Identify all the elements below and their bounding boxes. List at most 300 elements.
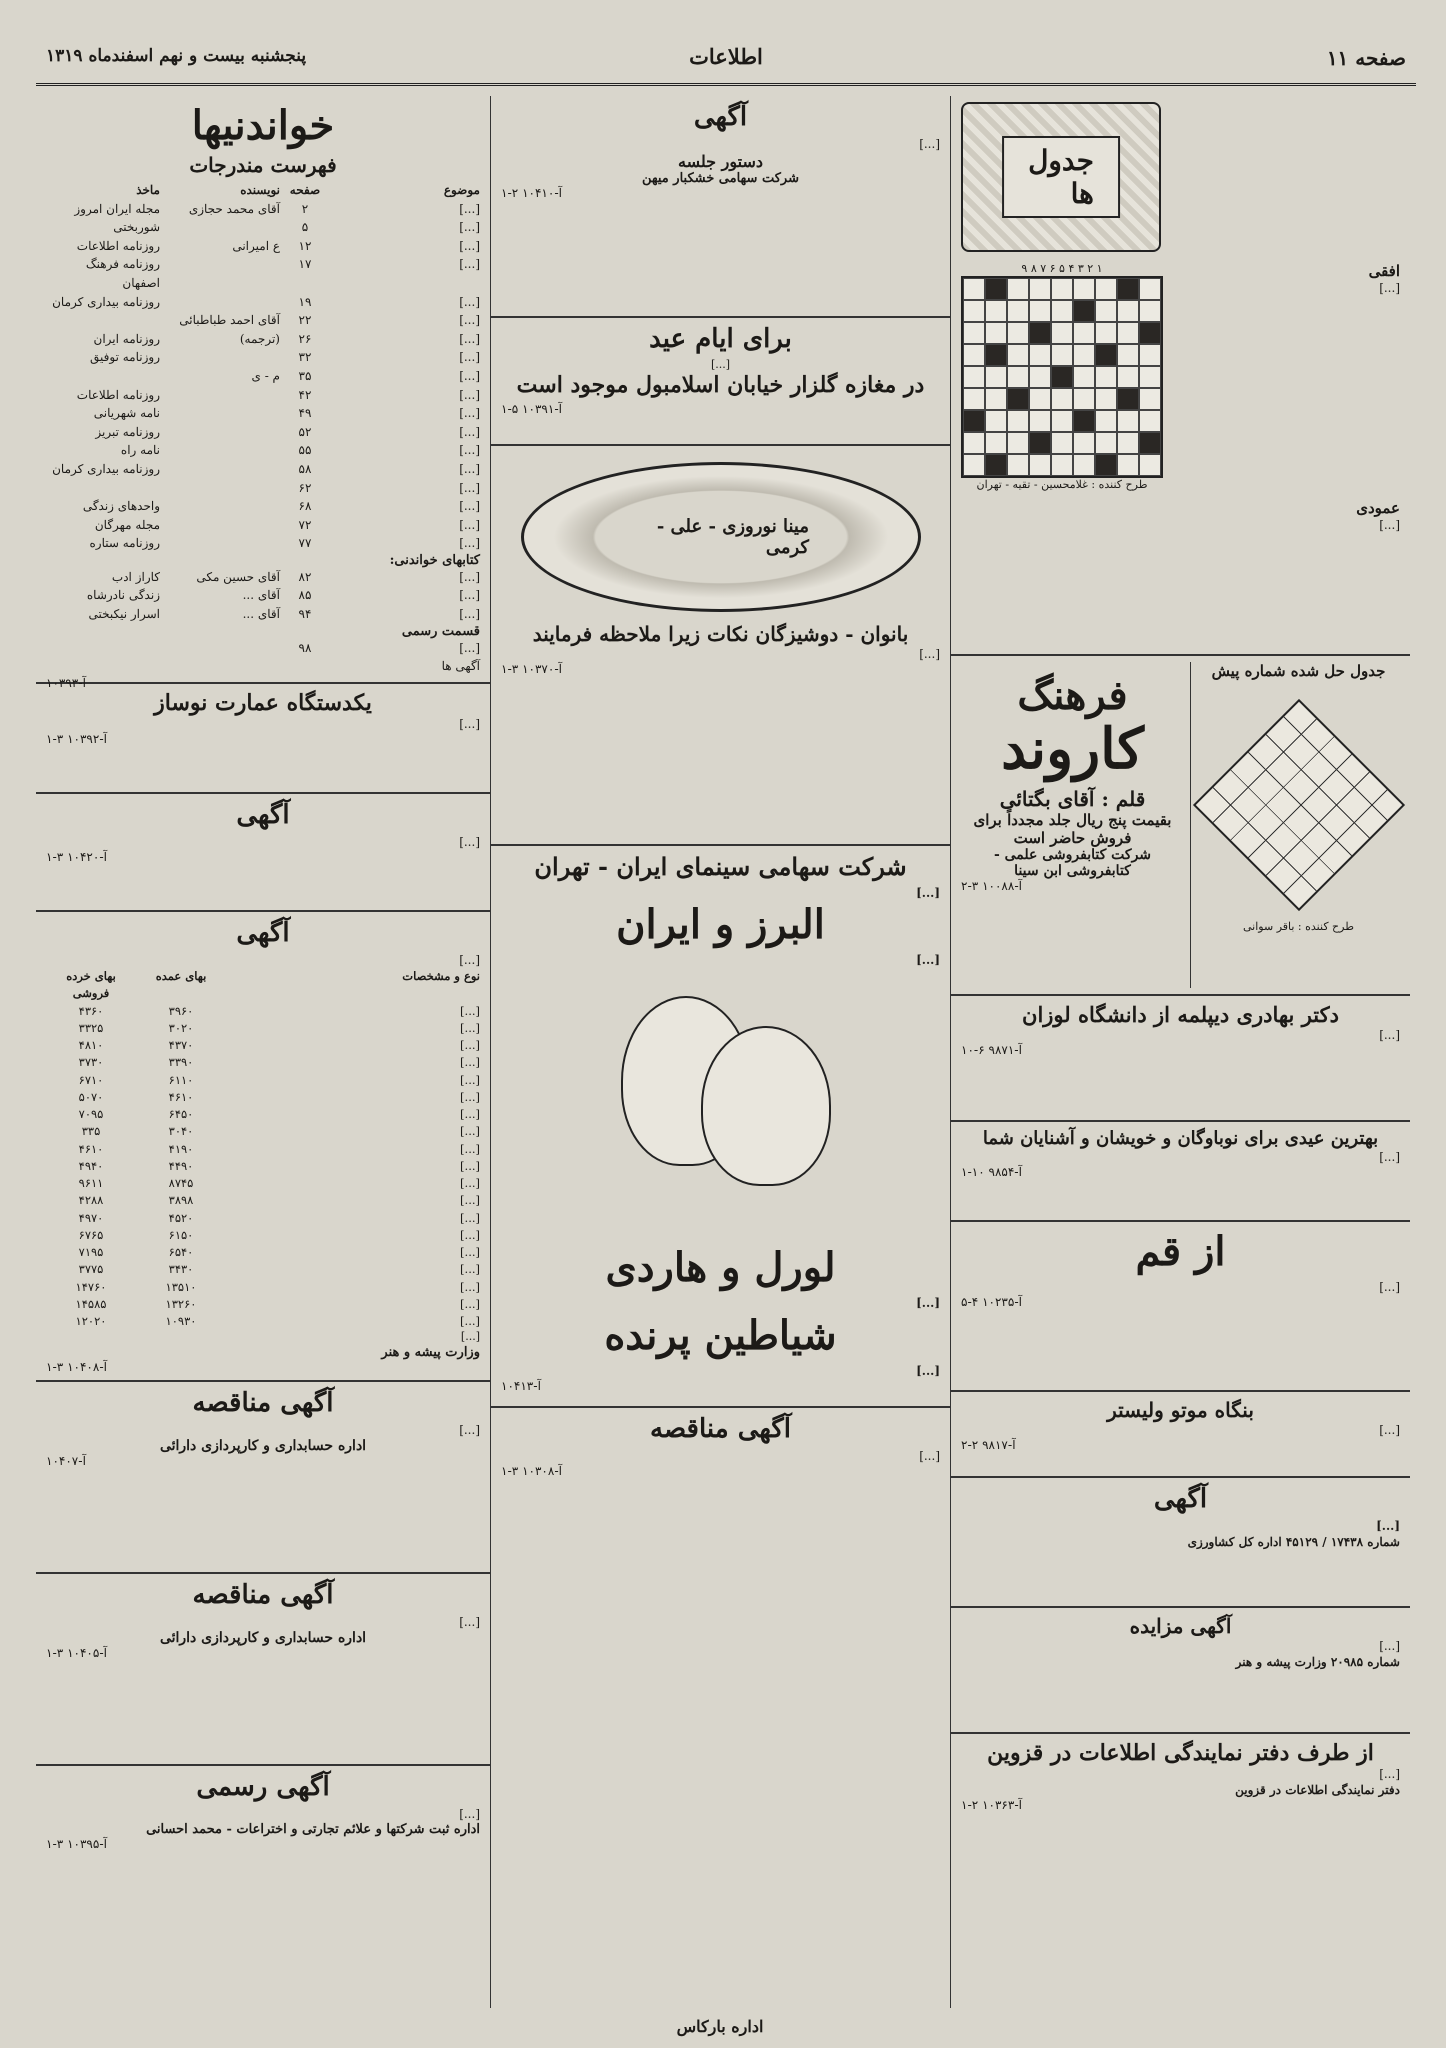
price-name: [...] — [460, 1314, 480, 1329]
bracelet-illustration — [521, 462, 921, 612]
toc-row — [46, 479, 480, 498]
construction-tender-code: آ-۱۰۳۰۸ ۳-۱ — [501, 1464, 562, 1479]
auction-body: [...] — [1379, 1639, 1400, 1653]
eid-gift-ad — [951, 1122, 1410, 1222]
jewelry-code: آ-۱۰۳۷۰ ۳-۱ — [501, 662, 562, 677]
solution-title: جدول حل شده شماره پیش — [1211, 662, 1386, 680]
price-retail: ۴۳۶۰ — [78, 1003, 104, 1018]
price-name: [...] — [460, 1296, 480, 1311]
apartment-code: آ-۱۰۴۲۰ ۳-۱ — [46, 850, 107, 865]
toc-author — [160, 460, 280, 479]
auction-title: آگهی مزایده — [1129, 1614, 1232, 1638]
toc-page: ۱۹ — [298, 294, 312, 309]
toc-page: ۸۵ — [298, 588, 312, 603]
toc-page: ۵ — [301, 220, 309, 235]
motorcycle-ad — [951, 1392, 1410, 1478]
toc-source: روزنامه فرهنگ اصفهان — [85, 257, 160, 290]
toc-row — [46, 330, 480, 349]
qom-title: از قم — [1135, 1228, 1226, 1275]
toc-rows — [46, 200, 480, 553]
toc-source: شوربختی — [113, 220, 160, 235]
toc-topic: [...] — [459, 499, 480, 514]
toc-page — [280, 657, 330, 676]
shareholders-body: [...] — [919, 137, 940, 151]
price-wholesale: ۱۰۹۳۰ — [165, 1314, 197, 1329]
toc-page: ۲۲ — [298, 313, 312, 328]
toc-source: روزنامه اطلاعات — [76, 238, 160, 253]
book-title-1: فرهنگ — [1017, 672, 1128, 719]
toc-source — [46, 311, 160, 330]
book-ad — [961, 662, 1184, 988]
toc-author — [160, 657, 280, 676]
price-wholesale: ۶۱۱۰ — [168, 1072, 194, 1087]
across-clues: [...] — [1379, 281, 1400, 295]
toc-source: روزنامه بیداری کرمان — [52, 294, 160, 309]
toc-page: ۵۵ — [298, 443, 312, 458]
cinema-title: شرکت سهامی سینمای ایران - تهران — [534, 852, 907, 881]
price-retail: ۱۴۵۸۵ — [75, 1296, 107, 1311]
price-wholesale: ۴۴۹۰ — [168, 1158, 194, 1173]
agenda-title: دستور جلسه — [678, 152, 763, 172]
price-name: [...] — [460, 1038, 480, 1053]
toc-author: (ترجمه) — [239, 331, 280, 346]
eid-gift-body: [...] — [1379, 1150, 1400, 1164]
tender-1-sign: اداره حسابداری و کارپردازی دارائی — [159, 1438, 367, 1455]
qazvin-code: آ-۱۰۳۶۳ ۲-۱ — [961, 1798, 1022, 1813]
readables-toc — [36, 96, 490, 690]
shareholders-title: آگهی — [693, 102, 748, 132]
toc-header: موضوع صفحه نویسنده ماخذ — [136, 183, 480, 197]
qom-body: [...] — [1379, 1280, 1400, 1294]
apartment-body: [...] — [459, 835, 480, 849]
newspaper-name: اطلاعات — [689, 44, 763, 69]
crossword-banner — [961, 102, 1161, 252]
price-wholesale: ۳۳۹۰ — [168, 1055, 194, 1070]
cinema-film-note: [...] — [916, 953, 940, 968]
toc-topic: [...] — [459, 461, 480, 476]
book-code: آ-۱۰۰۸۸ ۳-۲ — [961, 878, 1022, 893]
toc-source: روزنامه بیداری کرمان — [52, 461, 160, 476]
building-title: یکدستگاه عمارت نوساز — [154, 690, 372, 716]
toc-source: مجله ایران امروز — [74, 201, 160, 216]
toc-author: آقای ... — [242, 607, 280, 622]
price-wholesale: ۳۰۴۰ — [168, 1124, 194, 1139]
price-name: [...] — [460, 1279, 480, 1294]
price-list-intro: [...] — [459, 953, 480, 967]
issue-date: پنجشنبه بیست و نهم اسفندماه ۱۳۱۹ — [46, 46, 307, 66]
toc-author: م - ی — [251, 368, 280, 383]
toc-page: ۱۲ — [298, 238, 312, 253]
tender-2-sign: اداره حسابداری و کارپردازی دارائی — [159, 1630, 367, 1647]
toc-row — [46, 348, 480, 367]
readables-subtitle: فهرست مندرجات — [189, 153, 337, 177]
toc-extra-rows — [46, 639, 480, 676]
motorcycle-body: [...] — [1379, 1423, 1400, 1437]
toc-source: روزنامه ایران — [93, 331, 160, 346]
column-left — [36, 96, 490, 2008]
toc-topic: [...] — [459, 640, 480, 655]
official-code: آ-۱۰۳۹۵ ۳-۱ — [46, 1837, 107, 1852]
price-row — [46, 1279, 480, 1296]
price-wholesale: ۶۴۵۰ — [168, 1107, 194, 1122]
toc-topic: [...] — [459, 424, 480, 439]
price-retail: ۷۱۹۵ — [78, 1245, 104, 1260]
stars-names: لورل و هاردی — [605, 1244, 836, 1292]
toc-author — [160, 441, 280, 460]
price-retail: ۳۷۳۰ — [78, 1055, 104, 1070]
toc-author: ع امیرانی — [232, 238, 280, 253]
price-retail: ۹۶۱۱ — [78, 1176, 104, 1191]
toc-source: روزنامه اطلاعات — [76, 387, 160, 402]
toc-topic: [...] — [459, 201, 480, 216]
toc-topic: [...] — [459, 517, 480, 532]
price-retail: ۴۹۴۰ — [78, 1158, 104, 1173]
college-notice-code: شماره ۱۷۴۳۸ / ۴۵۱۲۹ اداره کل کشاورزی — [1187, 1535, 1400, 1550]
toc-source — [46, 639, 160, 658]
toc-row — [46, 460, 480, 479]
price-row — [46, 1020, 480, 1037]
price-list-code: آ-۱۰۴۰۸ ۳-۱ — [46, 1359, 107, 1374]
toc-row — [46, 568, 480, 587]
price-retail: ۶۷۶۵ — [78, 1227, 104, 1242]
price-name: [...] — [460, 1020, 480, 1035]
toc-topic: [...] — [459, 238, 480, 253]
toc-row — [46, 386, 480, 405]
price-row — [46, 1313, 480, 1330]
official-registry: اداره ثبت شرکتها و علائم تجارتی و اختراعات - محمد احسانی — [146, 1822, 480, 1838]
price-wholesale: ۳۸۹۸ — [168, 1193, 194, 1208]
film-title: شیاطین پرنده — [604, 1311, 837, 1359]
price-name: [...] — [460, 1072, 480, 1087]
jewelry-headline: بانوان - دوشیزگان نکات زیرا ملاحظه فرمایند — [532, 622, 909, 646]
toc-author — [160, 639, 280, 658]
book-seller: شرکت کتابفروشی علمی - کتابفروشی ابن سینا — [993, 846, 1152, 879]
toc-source: نامه راه — [120, 443, 160, 458]
toc-row — [46, 367, 480, 386]
toc-source: واحدهای زندگی — [82, 499, 160, 514]
price-row — [46, 1003, 480, 1020]
college-notice-body: [...] — [1376, 1519, 1400, 1533]
toc-source: اسرار نیکبختی — [88, 607, 160, 622]
price-retail: ۷۰۹۵ — [78, 1107, 104, 1122]
toc-row — [46, 639, 480, 658]
official-body: [...] — [459, 1807, 480, 1821]
toc-source: زندگی نادرشاه — [86, 588, 160, 603]
toc-row — [46, 293, 480, 312]
price-retail: ۳۷۷۵ — [78, 1262, 104, 1277]
down-clues: [...] — [1379, 517, 1400, 532]
official-title: آگهی رسمی — [196, 1772, 330, 1802]
cinema-names: البرز و ایران — [616, 901, 825, 949]
toc-row — [46, 586, 480, 605]
toc-topic: [...] — [459, 569, 480, 584]
eid-gift-title: بهترین عیدی برای نوباوگان و خویشان و آشنایان شما — [982, 1128, 1379, 1149]
price-row — [46, 1106, 480, 1123]
toc-topic: [...] — [459, 480, 480, 495]
toc-page: ۴۲ — [298, 387, 312, 402]
price-row — [46, 1141, 480, 1158]
jewelry-ad — [491, 446, 950, 846]
toc-author — [160, 386, 280, 405]
eid-shop-headline: در مغازه گلزار خیابان اسلامبول موجود است — [516, 372, 925, 399]
building-ad — [36, 684, 490, 794]
college-notice — [951, 1478, 1410, 1608]
qazvin-title: از طرف دفتر نمایندگی اطلاعات در قزوین — [987, 1740, 1374, 1766]
tender-2-body: [...] — [459, 1615, 480, 1629]
price-name: [...] — [460, 1227, 480, 1242]
toc-row — [46, 200, 480, 219]
price-wholesale: ۳۴۳۰ — [168, 1262, 194, 1277]
price-retail: ۱۴۷۶۰ — [75, 1279, 107, 1294]
price-name: [...] — [460, 1107, 480, 1122]
toc-page: ۴۹ — [298, 406, 312, 421]
tender-1-body: [...] — [459, 1423, 480, 1437]
toc-source — [46, 657, 160, 676]
column-middle — [490, 96, 950, 2008]
price-list-notice — [36, 912, 490, 1382]
price-name: [...] — [460, 1245, 480, 1260]
construction-tender — [491, 1408, 950, 1484]
apartment-title: آگهی — [236, 800, 290, 830]
motorcycle-code: آ-۹۸۱۷ ۲-۲ — [961, 1438, 1016, 1453]
qazvin-signature: دفتر نمایندگی اطلاعات در قزوین — [1235, 1783, 1400, 1798]
qom-ad — [951, 1222, 1410, 1392]
toc-author: آقای محمد حجازی — [188, 201, 280, 216]
eid-shop-code: آ-۱۰۳۹۱ ۵-۱ — [501, 402, 562, 417]
cinema-body: [...] — [916, 886, 940, 900]
toc-page: ۵۲ — [298, 424, 312, 439]
toc-source: روزنامه توفیق — [90, 350, 160, 365]
price-row — [46, 1054, 480, 1071]
price-row — [46, 1296, 480, 1313]
toc-topic: [...] — [459, 313, 480, 328]
toc-author — [160, 479, 280, 498]
price-name: [...] — [460, 1124, 480, 1139]
toc-page: ۶۲ — [298, 480, 312, 495]
toc-page: ۲ — [301, 201, 309, 216]
toc-topic: [...] — [459, 331, 480, 346]
qazvin-body: [...] — [1379, 1767, 1400, 1781]
price-wholesale: ۳۹۶۰ — [168, 1003, 194, 1018]
toc-author — [160, 516, 280, 535]
toc-row — [46, 534, 480, 553]
toc-row — [46, 657, 480, 676]
price-list-sign: وزارت پیشه و هنر — [381, 1344, 480, 1360]
jewelry-body: [...] — [919, 647, 940, 661]
books-label: کتابهای خواندنی: — [389, 552, 480, 568]
toc-source: نامه شهریانی — [93, 406, 160, 421]
price-retail: ۴۸۱۰ — [78, 1038, 104, 1053]
cinema-ad — [491, 846, 950, 1408]
eid-shop-body: [...] — [710, 358, 731, 371]
crossword-column-numbers: ۹ ۸ ۷ ۶ ۵ ۴ ۳ ۲ ۱ — [1021, 262, 1103, 275]
price-retail: ۴۹۷۰ — [78, 1210, 104, 1225]
crossword-title: جدول ها — [1002, 136, 1120, 218]
price-retail: ۳۳۲۵ — [78, 1020, 104, 1035]
price-table-header: نوع و مشخصات بهای عمده بهای خرده فروشی — [66, 969, 480, 1001]
price-name: [...] — [460, 1158, 480, 1173]
tender-notice-1 — [36, 1382, 490, 1574]
auction-code: شماره ۲۰۹۸۵ وزارت پیشه و هنر — [1235, 1655, 1400, 1670]
toc-page: ۹۸ — [298, 640, 312, 655]
toc-author: آقای حسین مکی — [196, 569, 280, 584]
across-label: افقی — [1368, 262, 1400, 280]
tender-1-title: آگهی مناقصه — [192, 1388, 334, 1418]
price-row — [46, 1123, 480, 1140]
price-wholesale: ۴۶۱۰ — [168, 1089, 194, 1104]
price-row — [46, 1227, 480, 1244]
toc-topic: [...] — [459, 350, 480, 365]
price-row — [46, 1089, 480, 1106]
toc-topic: [...] — [459, 220, 480, 235]
toc-author — [160, 218, 280, 237]
building-code: آ-۱۰۳۹۲ ۳-۱ — [46, 732, 107, 747]
toc-topic: [...] — [459, 443, 480, 458]
toc-source — [46, 479, 160, 498]
price-name: [...] — [460, 1262, 480, 1277]
price-retail: ۴۶۱۰ — [78, 1141, 104, 1156]
price-row — [46, 1072, 480, 1089]
qom-code: آ-۱۰۲۳۵ ۴-۵ — [961, 1295, 1022, 1310]
solution-diamond-grid — [1192, 699, 1404, 911]
price-name: [...] — [460, 1193, 480, 1208]
qazvin-notice — [951, 1734, 1410, 1818]
doctor-ad — [951, 996, 1410, 1122]
book-body: بقیمت پنج ریال جلد مجدداً برای فروش حاضر است — [973, 810, 1172, 847]
price-name: [...] — [460, 1055, 480, 1070]
price-row — [46, 1158, 480, 1175]
toc-source: روزنامه ستاره — [89, 536, 160, 551]
page-footer: اداره بارکاس — [676, 2017, 764, 2036]
price-retail: ۵۰۷۰ — [78, 1089, 104, 1104]
toc-page: ۵۸ — [298, 461, 312, 476]
toc-topic: [...] — [459, 368, 480, 383]
toc-author — [160, 348, 280, 367]
price-name: [...] — [460, 1176, 480, 1191]
toc-row — [46, 497, 480, 516]
solution-and-book-section — [951, 656, 1410, 996]
toc-topic: آگهی ها — [441, 659, 480, 674]
price-list-note: [...] — [460, 1330, 480, 1344]
toc-author: آقای ... — [242, 588, 280, 603]
toc-page: ۳۵ — [298, 368, 312, 383]
cinema-body-2: [...] — [916, 1296, 940, 1311]
toc-author — [160, 423, 280, 442]
price-row — [46, 1175, 480, 1192]
cinema-code: آ-۱۰۴۱۳ — [501, 1378, 541, 1393]
tender-2-code: آ-۱۰۴۰۵ ۳-۱ — [46, 1646, 107, 1661]
toc-source: کاراز ادب — [111, 569, 160, 584]
newspaper-header — [36, 30, 1416, 86]
price-retail: ۱۲۰۲۰ — [75, 1314, 107, 1329]
price-row — [46, 1244, 480, 1261]
toc-page: ۸۲ — [298, 569, 312, 584]
toc-source: روزنامه تبریز — [95, 424, 160, 439]
book-author: قلم : آقای بگتائی — [999, 786, 1146, 811]
readables-title: خواندنیها — [191, 102, 335, 149]
toc-author — [160, 293, 280, 312]
toc-topic: [...] — [459, 387, 480, 402]
tender-1-code: آ-۱۰۴۰۷ — [46, 1454, 86, 1469]
price-list-title: آگهی — [236, 918, 290, 948]
shareholders-notice — [491, 96, 950, 318]
crossword-designer: طرح کننده : غلامحسین - تقیه - تهران — [976, 478, 1148, 492]
readables-code: آ-۱۰۳۹۳ — [46, 675, 86, 690]
cinema-body-3: [...] — [916, 1363, 940, 1378]
toc-topic: [...] — [459, 536, 480, 551]
toc-book-rows — [46, 568, 480, 624]
eid-gift-code: آ-۹۸۵۴ ۱۰-۱ — [961, 1165, 1022, 1180]
column-right — [950, 96, 1410, 2008]
toc-row — [46, 516, 480, 535]
building-body: [...] — [459, 717, 480, 731]
price-wholesale: ۶۵۴۰ — [168, 1245, 194, 1260]
solution-designer: طرح کننده : باقر سوانی — [1243, 920, 1354, 933]
toc-page: ۲۶ — [298, 331, 312, 346]
price-row — [46, 1210, 480, 1227]
price-table-rows — [46, 1003, 480, 1331]
price-name: [...] — [460, 1003, 480, 1018]
doctor-code: آ-۹۸۷۱ ۶-۱۰ — [961, 1043, 1022, 1058]
toc-page: ۷۷ — [298, 536, 312, 551]
toc-page: ۳۲ — [298, 350, 312, 365]
auction-notice — [951, 1608, 1410, 1734]
crossword-section — [951, 96, 1410, 656]
construction-tender-title: آگهی مناقصه — [650, 1414, 791, 1444]
price-name: [...] — [460, 1210, 480, 1225]
company-name: شرکت سهامی خشکبار میهن — [642, 171, 799, 187]
price-name: [...] — [460, 1141, 480, 1156]
eid-shop-title: برای ایام عید — [649, 324, 792, 354]
solved-puzzle — [1190, 662, 1400, 988]
doctor-title: دکتر بهادری دیپلمه از دانشگاه لوزان — [1022, 1002, 1339, 1027]
price-wholesale: ۱۳۵۱۰ — [165, 1279, 197, 1294]
toc-page: ۶۸ — [298, 499, 312, 514]
toc-source — [46, 367, 160, 386]
toc-row — [46, 404, 480, 423]
apartment-notice — [36, 794, 490, 912]
toc-row — [46, 311, 480, 330]
price-row — [46, 1037, 480, 1054]
price-wholesale: ۶۱۵۰ — [168, 1227, 194, 1242]
price-wholesale: ۴۱۹۰ — [168, 1141, 194, 1156]
toc-author — [160, 497, 280, 516]
eid-shop-ad — [491, 318, 950, 446]
toc-topic: [...] — [459, 294, 480, 309]
toc-page: ۹۴ — [298, 607, 312, 622]
toc-row — [46, 237, 480, 256]
price-wholesale: ۱۳۲۶۰ — [165, 1296, 197, 1311]
toc-row — [46, 255, 480, 292]
toc-topic: [...] — [459, 607, 480, 622]
toc-source: مجله مهرگان — [94, 517, 160, 532]
toc-row — [46, 605, 480, 624]
price-retail: ۴۲۸۸ — [78, 1193, 104, 1208]
price-row — [46, 1261, 480, 1278]
price-row — [46, 1192, 480, 1209]
toc-page: ۱۷ — [298, 257, 312, 272]
price-wholesale: ۳۰۲۰ — [168, 1020, 194, 1035]
crossword-grid — [961, 276, 1163, 478]
toc-row — [46, 218, 480, 237]
price-name: [...] — [460, 1089, 480, 1104]
official-section-label: قسمت رسمی — [401, 623, 480, 639]
toc-row — [46, 441, 480, 460]
tender-notice-2 — [36, 1574, 490, 1766]
page-number: صفحه ۱۱ — [1326, 46, 1406, 70]
official-notice — [36, 1766, 490, 1857]
toc-author — [160, 255, 280, 292]
